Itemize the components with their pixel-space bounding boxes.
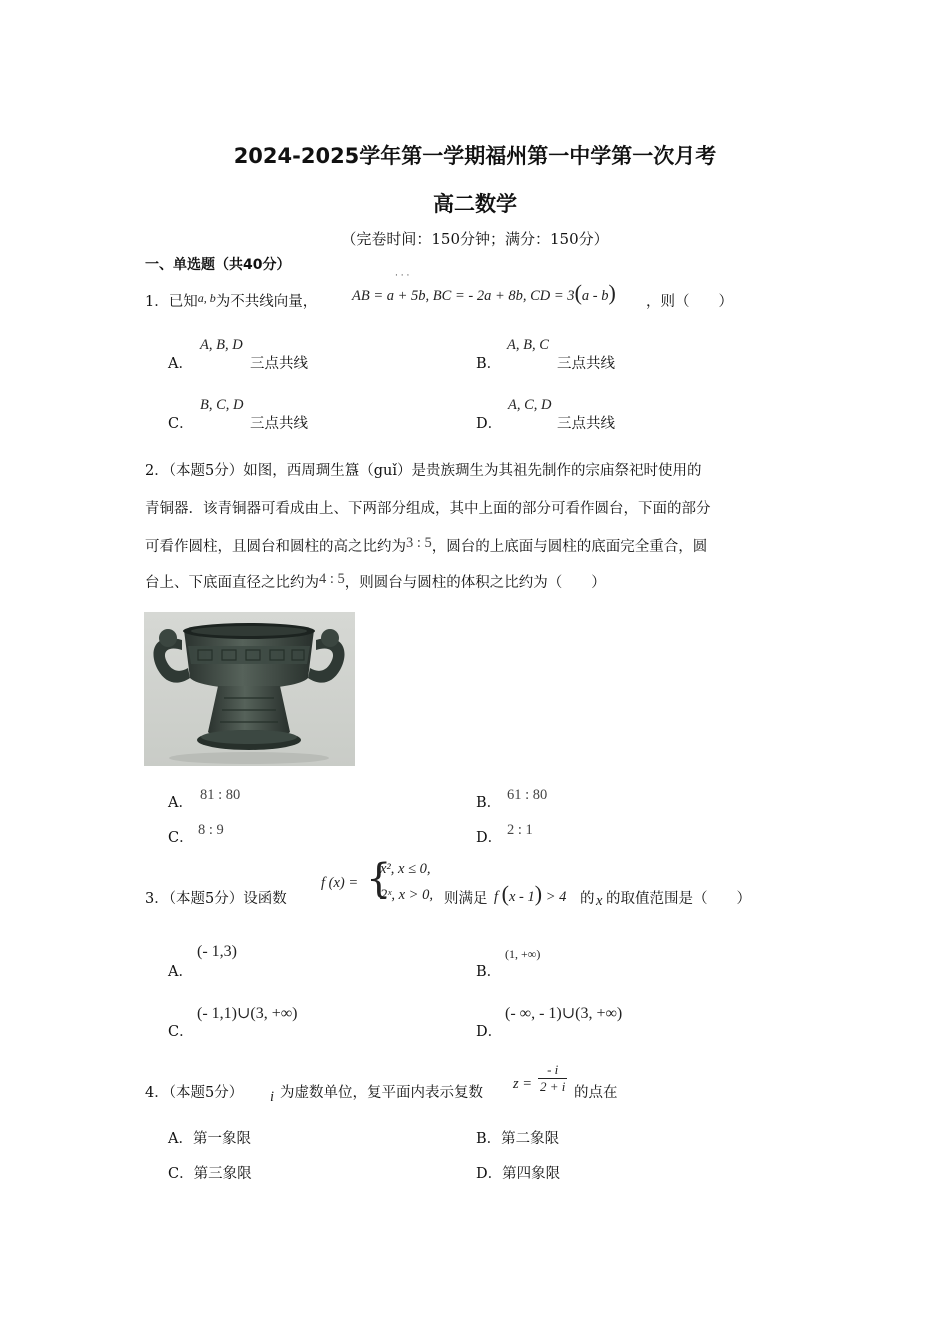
q3-cond-f: f	[494, 889, 502, 905]
q2-line-1: 2．（本题5分）如图，西周琱生簋（guǐ）是贵族琱生为其祖先制作的宗庙祭祀时使用的	[145, 463, 702, 479]
q3-mid-2: 的	[580, 891, 595, 907]
q2-option-b-label: B．	[476, 795, 502, 811]
q4-denominator: 2 + i	[540, 1079, 566, 1094]
q1-option-a-text: 三点共线	[250, 356, 308, 372]
q3-option-a-value: (- 1,3)	[197, 943, 237, 960]
q1-option-d-text: 三点共线	[557, 416, 615, 432]
q3-function-name: f (x) =	[321, 875, 359, 891]
q2-option-a-value: 81 : 80	[200, 787, 241, 803]
exam-info: （完卷时间：150分钟；满分：150分）	[341, 230, 609, 248]
q2-option-a-label: A．	[168, 795, 193, 811]
q2-line-4b: ，则圆台与圆柱的体积之比约为（ ）	[344, 575, 606, 591]
vec-bc: BC	[432, 288, 452, 304]
q3-end: 的取值范围是（ ）	[606, 891, 751, 907]
q1-option-c-label: C．	[168, 416, 194, 432]
q2-line-4a: 台上、下底面直径之比约为	[145, 575, 319, 591]
q2-option-d-label: D．	[476, 830, 503, 846]
q3-cond-open: (	[501, 881, 509, 906]
q1-text-end: ，则（ ）	[646, 294, 733, 310]
q2-line-3b: ，圆台的上底面与圆柱的底面完全重合，圆	[431, 539, 708, 555]
q4-option-a	[168, 1127, 251, 1148]
q4-option-d-text: 第四象限	[502, 1166, 561, 1182]
q4-option-c-text: 第三象限	[193, 1166, 252, 1182]
q4-option-a-label: A．	[168, 1131, 193, 1147]
q3-option-b-label: B．	[476, 964, 502, 980]
q4-option-d-label: D．	[476, 1166, 503, 1182]
subject-title: 高二数学	[433, 192, 517, 216]
vec-bc-val: = - 2a + 8b,	[451, 288, 531, 304]
q1-vars: a, b	[197, 291, 216, 305]
q3-brace: {	[366, 856, 392, 902]
q2-ratio-height: 3 : 5	[406, 535, 432, 551]
section-heading: 一、单选题（共40分）	[145, 257, 291, 273]
q1-vector-expression	[352, 280, 616, 306]
q1-option-a-math: A, B, D	[200, 337, 243, 353]
q3-cond-rest: > 4	[542, 889, 567, 905]
q2-line-4	[145, 571, 606, 592]
q1-option-b-math: A, B, C	[507, 337, 549, 353]
exam-title: 2024-2025学年第一学期福州第一中学第一次月考	[233, 144, 717, 168]
q3-prefix: 3．（本题5分）设函数	[145, 891, 287, 907]
vec-cd: CD	[530, 288, 551, 304]
q4-option-a-text: 第一象限	[192, 1131, 251, 1147]
q4-option-c	[168, 1162, 252, 1183]
q3-option-d-value: (- ∞, - 1)∪(3, +∞)	[505, 1005, 623, 1022]
q1-option-b-label: B．	[476, 356, 502, 372]
q1-option-d-label: D．	[476, 416, 503, 432]
q4-option-b-label: B．	[476, 1131, 502, 1147]
q4-numerator: - i	[538, 1062, 567, 1079]
q3-option-c-value: (- 1,1)∪(3, +∞)	[197, 1005, 298, 1022]
q4-option-b-text: 第二象限	[501, 1131, 560, 1147]
question-1-stem	[145, 290, 317, 311]
vec-cd-val: = 3	[550, 288, 575, 304]
vec-ab-val: = a + 5b,	[369, 288, 433, 304]
paren-close: )	[608, 280, 616, 305]
q3-case-2: 2ˣ, x > 0,	[380, 887, 433, 903]
q1-option-c-math: B, C, D	[200, 397, 244, 413]
q1-text-mid: 为不共线向量，	[215, 294, 318, 310]
q3-option-a-label: A．	[168, 964, 193, 980]
q2-ratio-diameter: 4 : 5	[319, 571, 345, 587]
q2-option-b-value: 61 : 80	[507, 787, 548, 803]
q3-var-x: x	[596, 893, 603, 909]
bronze-vessel-image	[144, 612, 355, 766]
q4-option-d	[476, 1162, 560, 1183]
q2-line-2: 青铜器．该青铜器可看成由上、下两部分组成，其中上面的部分可看作圆台，下面的部分	[145, 501, 711, 517]
q3-cond-close: )	[534, 881, 543, 906]
q4-fraction	[538, 1062, 567, 1095]
q3-option-c-label: C．	[168, 1024, 194, 1040]
q1-option-a-label: A．	[168, 356, 193, 372]
q2-option-c-label: C．	[168, 830, 194, 846]
q3-case-1: x², x ≤ 0,	[380, 861, 431, 877]
q3-mid: 则满足	[444, 891, 488, 907]
q1-option-b-text: 三点共线	[557, 356, 615, 372]
q3-cond-inner: x - 1	[508, 889, 535, 905]
q4-end: 的点在	[574, 1085, 618, 1101]
q2-option-c-value: 8 : 9	[198, 822, 224, 838]
q3-condition	[494, 881, 566, 907]
q2-line-3a: 可看作圆柱，且圆台和圆柱的高之比约为	[145, 539, 406, 555]
q4-option-b	[476, 1127, 559, 1148]
paren-inner: a - b	[581, 288, 609, 304]
q1-prefix: 1．已知	[145, 294, 198, 310]
q4-prefix: 4．（本题5分）	[145, 1085, 244, 1101]
q1-option-c-text: 三点共线	[250, 416, 308, 432]
q4-mid: 为虚数单位，复平面内表示复数	[280, 1085, 483, 1101]
q2-option-d-value: 2 : 1	[507, 822, 533, 838]
paren-open: (	[574, 280, 582, 305]
vec-ab: AB	[352, 288, 370, 304]
q1-option-d-math: A, C, D	[508, 397, 552, 413]
q4-option-c-label: C．	[168, 1166, 194, 1182]
q3-option-b-value: (1, +∞)	[505, 947, 541, 961]
q4-z: z =	[513, 1076, 533, 1092]
q2-line-3	[145, 535, 707, 556]
q3-option-d-label: D．	[476, 1024, 503, 1040]
q4-var-i: i	[270, 1089, 275, 1105]
